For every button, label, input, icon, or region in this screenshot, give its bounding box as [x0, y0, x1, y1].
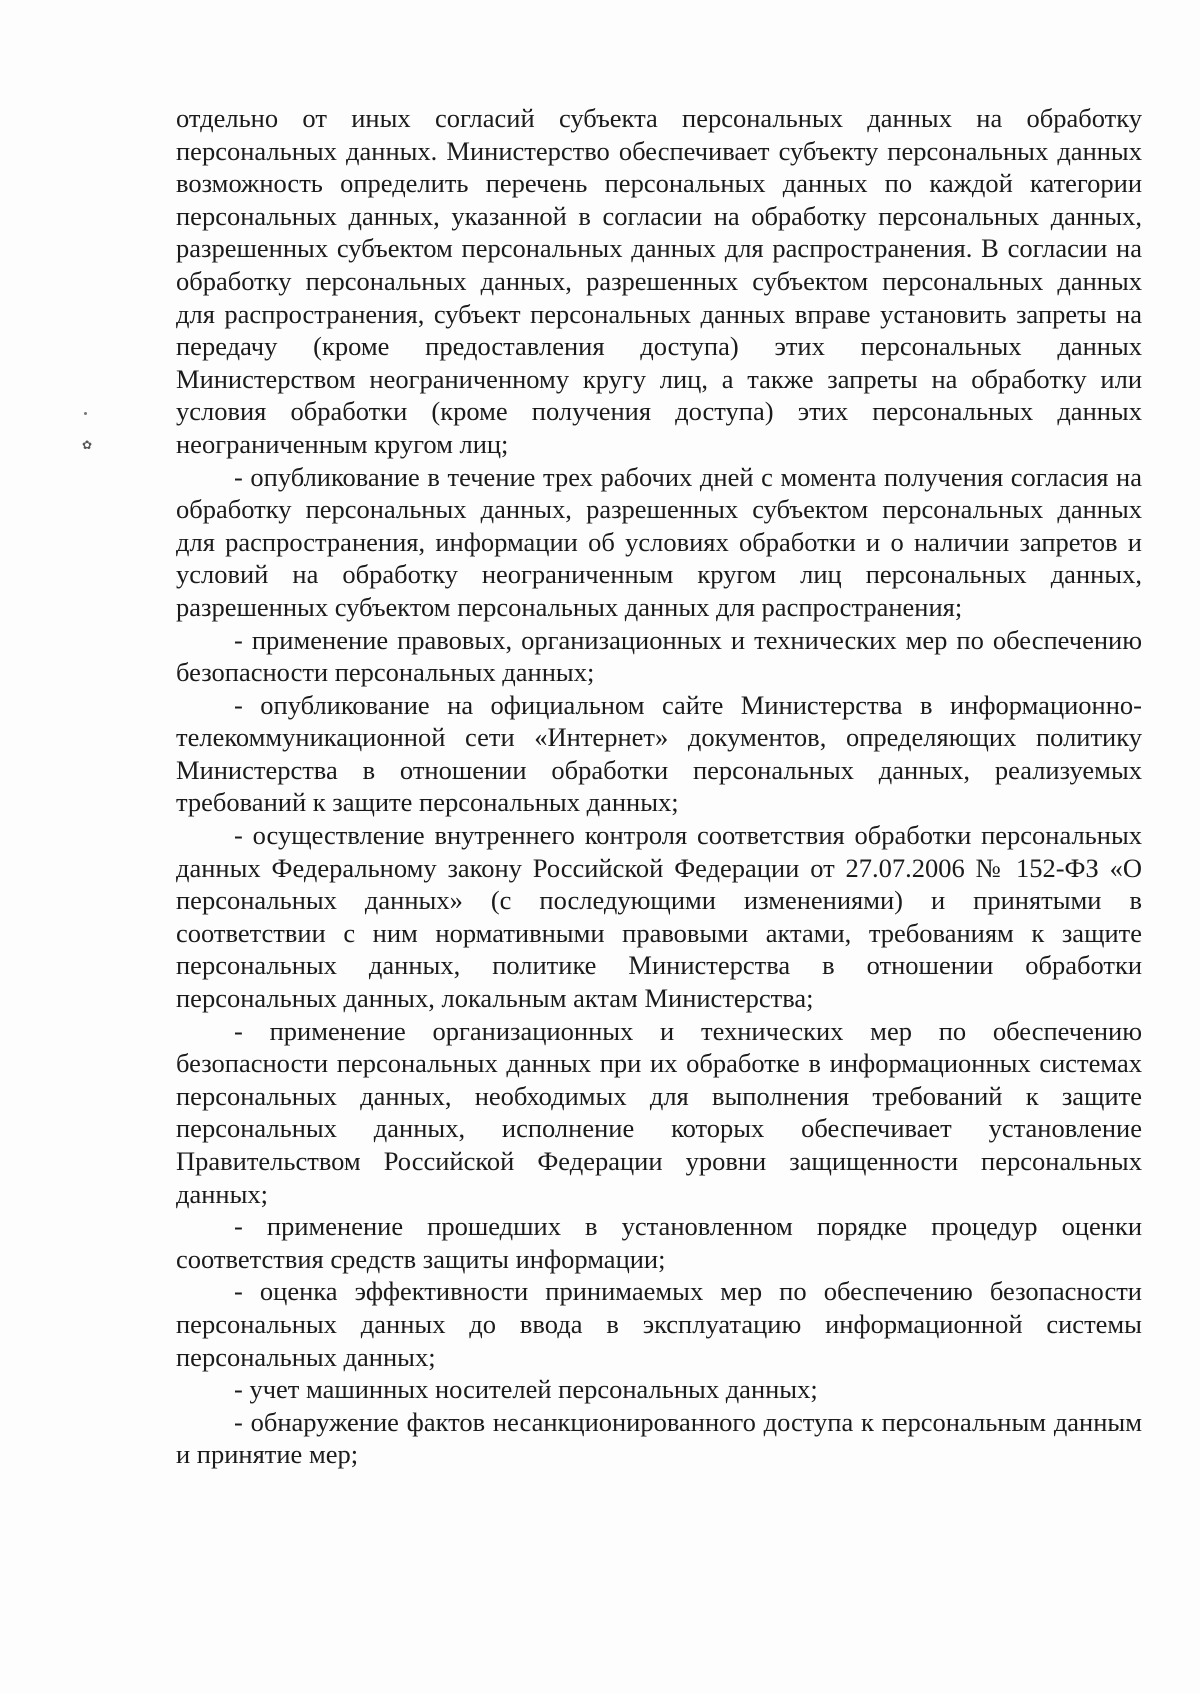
scan-artifact-mark: ✿ — [82, 438, 93, 452]
paragraph-technical-measures: - применение организационных и технических мер по обеспечению безопасности персональных данных при их обработке в информационных системах персональных данных, необходимых для выполнения требований к защите персональных данных, исполнение которых обеспечивает установление Правительством Российской Федерации уровни защищенности персональных данных; — [176, 1015, 1142, 1209]
paragraph-media-accounting: - учет машинных носителей персональных данных; — [234, 1374, 818, 1405]
paragraph-consent-continuation: отдельно от иных согласий субъекта персональных данных на обработку персональных данных. Министерство обеспечивает субъекту персональных данных возможность определить перечень персональных данных по каждой категории персональных данных, указанной в согласии на обработку персональных данных, разрешенных субъектом персональных данных для распространения. В согласии на обработку персональных данных, разрешенных субъектом персональных данных для распространения, субъект персональных данных вправе установить запреты на передачу (кроме предоставления доступа) этих персональных данных Министерством неограниченному кругу лиц, а также запреты на обработку или условия обработки (кроме получения доступа) этих персональных данных неограниченным кругом лиц; — [176, 103, 1142, 459]
paragraph-legal-measures: - применение правовых, организационных и технических мер по обеспечению безопасности персональных данных; — [176, 624, 1142, 688]
paragraph-unauthorized-access: - обнаружение фактов несанкционированного доступа к персональным данным и принятие мер; — [176, 1406, 1142, 1470]
paragraph-effectiveness-assessment: - оценка эффективности принимаемых мер по обеспечению безопасности персональных данных до ввода в эксплуатацию информационной системы персональных данных; — [176, 1276, 1142, 1372]
scan-artifact-dot — [84, 412, 87, 415]
paragraph-policy-publication: - опубликование на официальном сайте Министерства в информационно-телекоммуникационной сети «Интернет» документов, определяющих политику Министерства в отношении обработки персональных данных, реализуемых требований к защите персональных данных; — [176, 689, 1142, 818]
document-body — [176, 102, 1142, 1471]
paragraph-certified-tools: - применение прошедших в установленном порядке процедур оценки соответствия средств защиты информации; — [176, 1211, 1142, 1274]
paragraph-internal-control: - осуществление внутреннего контроля соответствия обработки персональных данных Федеральному закону Российской Федерации от 27.07.2006 № 152-ФЗ «О персональных данных» (с последующими изменениями) и принятыми в соответствии с ним нормативными правовыми актами, требованиям к защите персональных данных, политике Министерства в отношении обработки персональных данных, локальным актам Министерства; — [176, 820, 1142, 1014]
paragraph-publication-conditions: - опубликование в течение трех рабочих дней с момента получения согласия на обработку персональных данных, разрешенных субъектом персональных данных для распространения, информации об условиях обработки и о наличии запретов и условий на обработку неограниченным кругом лиц персональных данных, разрешенных субъектом персональных данных для распространения; — [176, 461, 1142, 622]
